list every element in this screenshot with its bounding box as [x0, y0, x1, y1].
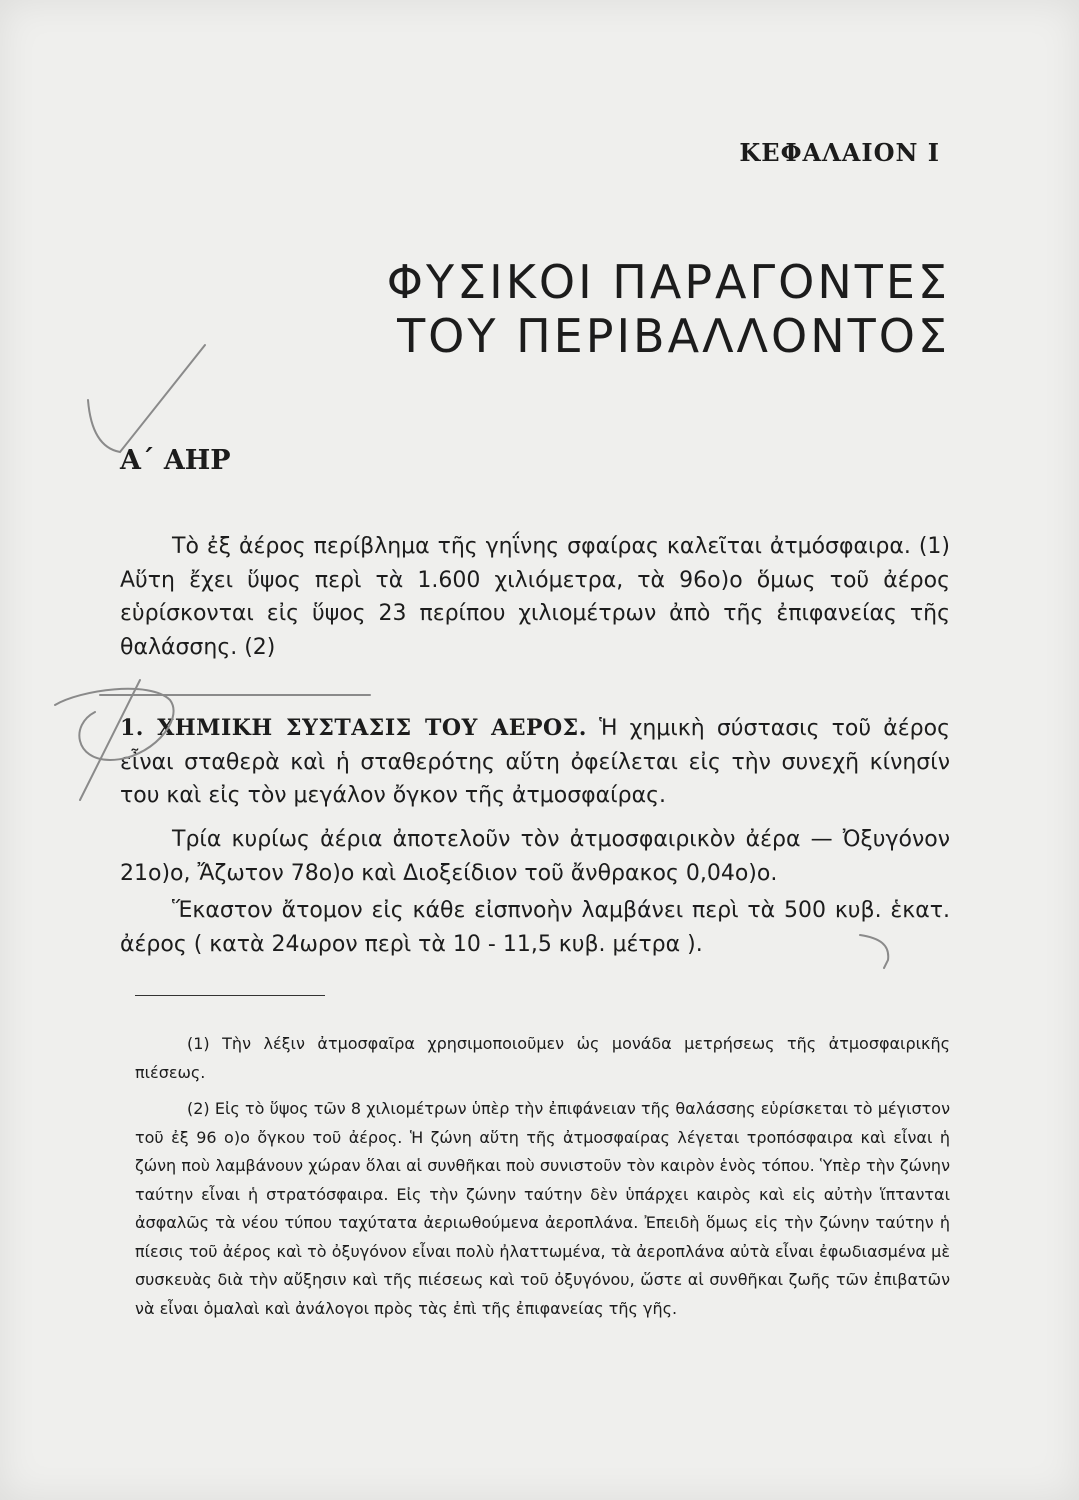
footnote-2-text: (2) Εἰς τὸ ὕψος τῶν 8 χιλιομέτρων ὑπὲρ τὴν ἐπιφάνειαν τῆς θαλάσσης εὑρίσκεται τὸ μέγιστον τοῦ ἐξ 96 ο)ο ὄγκου τοῦ ἀέρος. Ἡ ζώνη αὕτη τῆς ἀτμοσφαίρας λέγεται τροπόσφαιρα καὶ εἶναι ἡ ζώνη ποὺ λαμβάνουν χώραν ὅλαι αἱ συνθῆκαι ποὺ συνιστοῦν τὸν καιρὸν ἑνὸς τόπου. Ὑπὲρ τὴν ζώνην ταύτην εἶναι ἡ στρατόσφαιρα. Εἰς τὴν ζώνην ταύτην δὲν ὑπάρχει καιρὸς καὶ εἰς αὐτὴν ἵπτανται ἀσφαλῶς τὰ νέου τύπου ταχύτατα ἀεριωθούμενα ἀεροπλάνα. Ἐπειδὴ ὅμως εἰς τὴν ζώνην ταύτην ἡ πίεσις τοῦ ἀέρος καὶ τὸ ὀξυγόνον εἶναι πολὺ ἠλαττωμένα, τὰ ἀεροπλάνα αὐτὰ εἶναι ἐφωδιασμένα μὲ συσκευὰς διὰ τὴν αὔξησιν καὶ τῆς πιέσεως καὶ τοῦ ὀξυγόνου, ὥστε αἱ συνθῆκαι ζωῆς τῶν ἐπιβατῶν νὰ εἶναι ὁμαλαὶ καὶ ἀνάλογοι πρὸς τὰς ἐπὶ τῆς ἐπιφανείας τῆς γῆς.	[135, 1099, 950, 1318]
footnote-2	[135, 1095, 950, 1323]
paragraph-composition	[120, 712, 950, 813]
paragraph-breathing	[120, 894, 950, 961]
footnote-divider	[135, 995, 325, 996]
footnote-1	[135, 1030, 950, 1087]
subsection-heading: 1. ΧΗΜΙΚΗ ΣΥΣΤΑΣΙΣ ΤΟΥ ΑΕΡΟΣ.	[120, 715, 587, 741]
footnote-1-text: (1) Τὴν λέξιν ἀτμοσφαῖρα χρησιμοποιοῦμεν ὡς μονάδα μετρήσεως τῆς ἀτμοσφαιρικῆς πιέσεως.	[135, 1034, 950, 1082]
paragraph-gases	[120, 823, 950, 890]
page-title	[300, 255, 950, 363]
paragraph-gases-text: Τρία κυρίως ἀέρια ἀποτελοῦν τὸν ἀτμοσφαιρικὸν ἀέρα — Ὀξυγόνον 21ο)ο, Ἄζωτον 78ο)ο καὶ Διοξείδιον τοῦ ἄνθρακος 0,04ο)ο.	[120, 827, 950, 886]
chapter-heading: ΚΕΦΑΛΑΙΟΝ Ι	[739, 138, 940, 167]
section-title: Α΄ ΑΗΡ	[120, 445, 231, 476]
title-line-2: ΤΟΥ ΠΕΡΙΒΑΛΛΟΝΤΟΣ	[397, 309, 950, 363]
pencil-checkmark	[88, 345, 205, 452]
paragraph-intro	[120, 530, 950, 664]
title-line-1: ΦΥΣΙΚΟΙ ΠΑΡΑΓΟΝΤΕΣ	[386, 255, 950, 309]
paragraph-composition-text: Ἡ χημικὴ σύστασις τοῦ ἀέρος εἶναι σταθερὰ καὶ ἡ σταθερότης αὕτη ὀφείλεται εἰς τὴν συνεχῆ κίνησίν του καὶ εἰς τὸν μεγάλον ὄγκον τῆς ἀτμοσφαίρας.	[120, 716, 951, 808]
paragraph-intro-text: Τὸ ἐξ ἀέρος περίβλημα τῆς γηΐνης σφαίρας καλεῖται ἀτμόσφαιρα. (1) Αὕτη ἔχει ὕψος περὶ τὰ 1.600 χιλιόμετρα, τὰ 96ο)ο ὅμως τοῦ ἀέρος εὑρίσκονται εἰς ὕψος 23 περίπου χιλιομέτρων ἀπὸ τῆς ἐπιφανείας τῆς θαλάσσης. (2)	[120, 534, 950, 660]
paragraph-breathing-text: Ἕκαστον ἄτομον εἰς κάθε εἰσπνοὴν λαμβάνει περὶ τὰ 500 κυβ. ἑκατ. ἀέρος ( κατὰ 24ωρον περὶ τὰ 10 - 11,5 κυβ. μέτρα ).	[120, 898, 950, 957]
